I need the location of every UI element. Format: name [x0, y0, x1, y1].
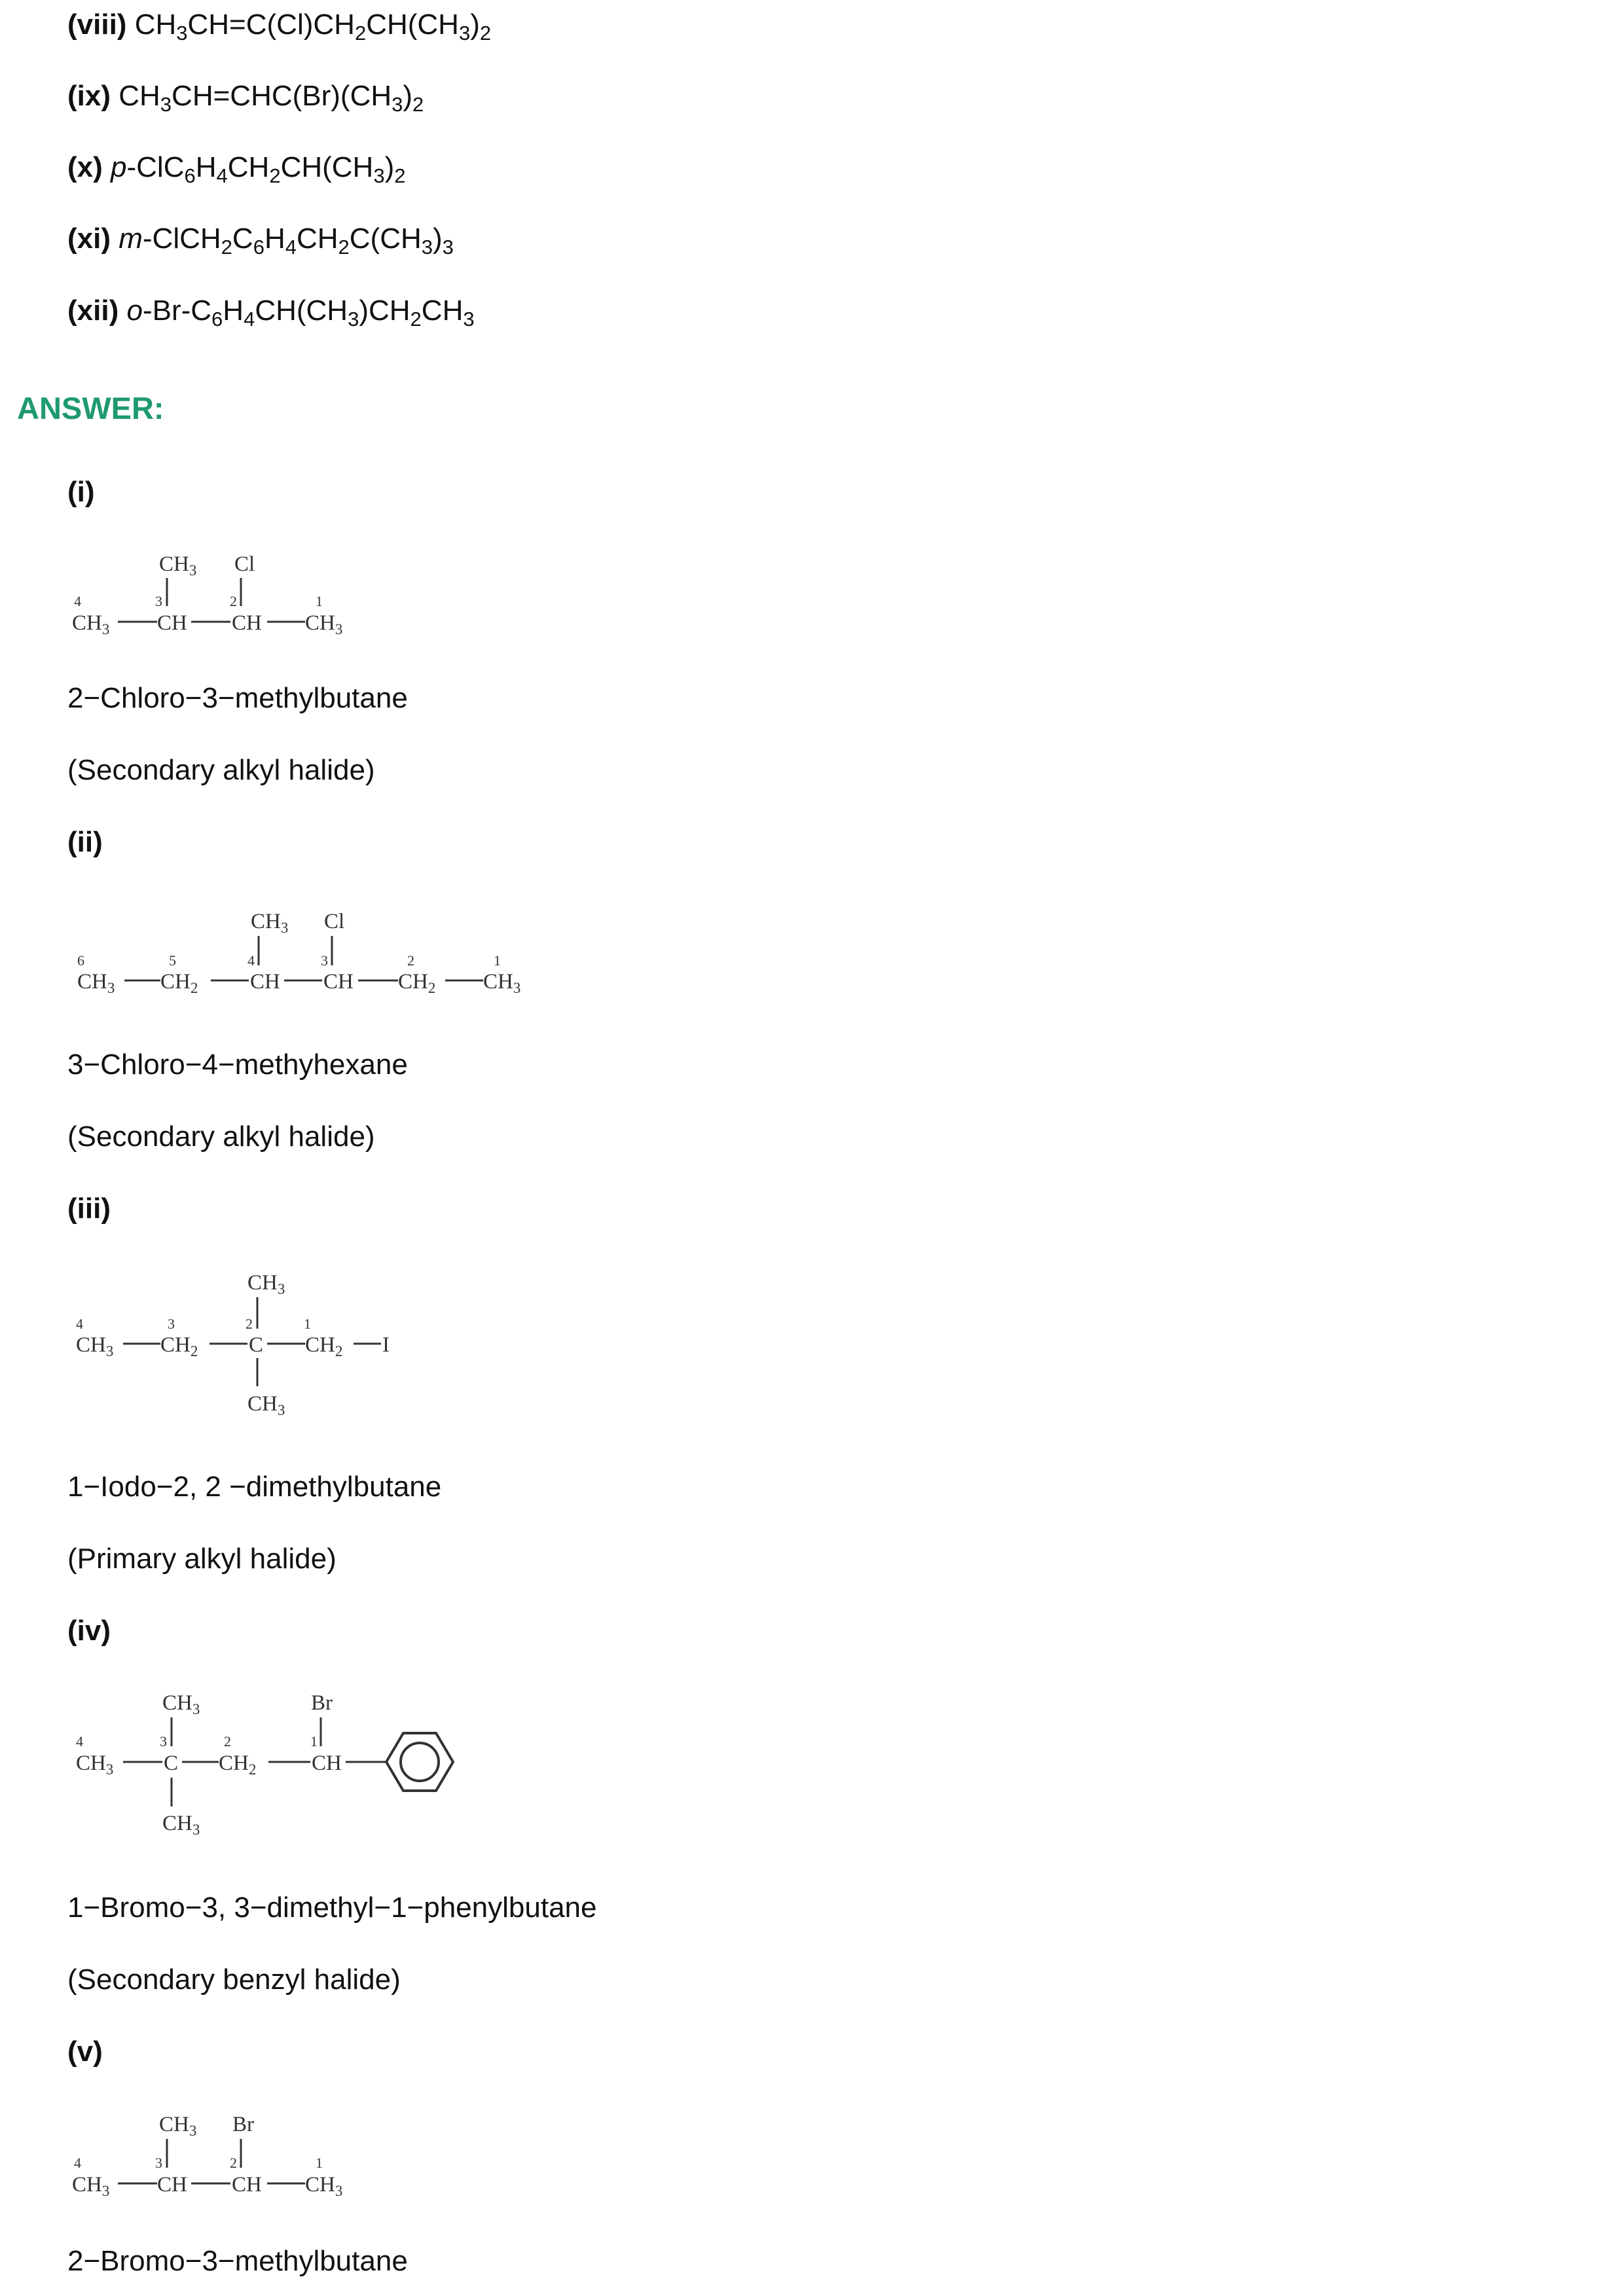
chain-iodine: I	[382, 1333, 390, 1357]
chain-ch: CH	[157, 2173, 187, 2197]
formula-prefix: m	[119, 223, 143, 255]
locant: 4	[76, 1316, 83, 1332]
answer-iv-name: 1−Bromo−3, 3−dimethyl−1−phenylbutane	[67, 1892, 597, 1924]
chain-ch: CH	[323, 970, 354, 994]
answer-ii-name: 3−Chloro−4−methyhexane	[67, 1049, 408, 1081]
question-number: (x)	[67, 151, 103, 183]
locant: 2	[230, 2155, 237, 2171]
locant: 3	[160, 1733, 167, 1749]
locant: 4	[247, 952, 255, 969]
formula-prefix: p	[111, 151, 127, 183]
branch-ch3: $CH_3$	[247, 1271, 285, 1297]
formula: $-ClC_6H_4CH_2CH(CH_3)_2$	[126, 151, 406, 187]
chain-ch3: $CH_3$	[483, 970, 521, 996]
answer-iii-label: (iii)	[67, 1193, 111, 1225]
branch-cl: Cl	[324, 910, 345, 933]
locant: 1	[304, 1316, 311, 1332]
answer-v-label: (v)	[67, 2036, 103, 2068]
locant: 2	[407, 952, 414, 969]
branch-ch3: $CH_3$	[162, 1812, 200, 1838]
answer-v-name: 2−Bromo−3−methylbutane	[67, 2245, 408, 2277]
structure-ii	[77, 910, 520, 996]
locant: 4	[74, 2155, 81, 2171]
branch-ch3: $CH_3$	[247, 1392, 285, 1418]
question-number: (xii)	[67, 295, 119, 327]
chain-ch: CH	[157, 611, 187, 635]
answer-i-label: (i)	[67, 476, 95, 508]
chain-ch: CH	[250, 970, 280, 994]
chain-ch: CH	[232, 611, 262, 635]
formula: $-ClCH_2C_6H_4CH_2C(CH_3)_3$	[142, 223, 454, 259]
chain-ch3: $CH_3$	[76, 1333, 114, 1359]
branch-cl: Cl	[234, 552, 255, 576]
chain-ch2: $CH_2$	[219, 1751, 257, 1778]
answer-iv-label: (iv)	[67, 1615, 111, 1647]
structure-i	[72, 552, 342, 637]
structure-v	[72, 2113, 342, 2199]
chain-ch: CH	[232, 2173, 262, 2197]
locant: 2	[246, 1316, 253, 1332]
branch-ch3: $CH_3$	[159, 2113, 197, 2139]
locant: 1	[310, 1733, 318, 1749]
locant: 2	[230, 593, 237, 609]
benzene-ring-icon	[386, 1733, 453, 1791]
locant: 2	[224, 1733, 231, 1749]
formula: $CH_3CH=C(Cl)CH_2CH(CH_3)_2$	[134, 9, 492, 45]
chain-ch: CH	[312, 1751, 342, 1775]
question-number: (viii)	[67, 9, 127, 41]
chain-ch2: $CH_2$	[160, 1333, 198, 1359]
locant: 1	[316, 2155, 323, 2171]
structure-iii	[76, 1271, 390, 1418]
locant: 3	[155, 2155, 162, 2171]
answer-i-type: (Secondary alkyl halide)	[67, 754, 375, 786]
chain-ch3: $CH_3$	[72, 611, 110, 637]
answer-ii-type: (Secondary alkyl halide)	[67, 1121, 375, 1153]
chain-ch2: $CH_2$	[398, 970, 436, 996]
chain-ch3: $CH_3$	[77, 970, 115, 996]
locant: 3	[155, 593, 162, 609]
branch-ch3: $CH_3$	[251, 910, 289, 936]
chain-ch3: $CH_3$	[72, 2173, 110, 2199]
answer-iv-type: (Secondary benzyl halide)	[67, 1964, 401, 1996]
structure-iv	[76, 1691, 453, 1838]
formula: $-Br-C_6H_4CH(CH_3)CH_2CH_3$	[142, 295, 475, 331]
answer-iii-type: (Primary alkyl halide)	[67, 1543, 337, 1575]
answer-ii-label: (ii)	[67, 826, 103, 858]
chain-ch3: $CH_3$	[76, 1751, 114, 1778]
branch-ch3: $CH_3$	[159, 552, 197, 579]
question-number: (xi)	[67, 223, 111, 255]
chain-ch3: $CH_3$	[305, 2173, 343, 2199]
branch-br: Br	[311, 1691, 333, 1715]
locant: 1	[316, 593, 323, 609]
chain-c: C	[164, 1751, 179, 1775]
answer-iii-name: 1−Iodo−2, 2 −dimethylbutane	[67, 1471, 442, 1503]
locant: 1	[494, 952, 501, 969]
locant: 5	[169, 952, 176, 969]
locant: 4	[74, 593, 81, 609]
answer-i-name: 2−Chloro−3−methylbutane	[67, 682, 408, 714]
chain-ch2: $CH_2$	[160, 970, 198, 996]
locant: 3	[168, 1316, 175, 1332]
chain-ch2: $CH_2$	[305, 1333, 343, 1359]
question-number: (ix)	[67, 80, 111, 112]
answer-heading: ANSWER:	[17, 391, 164, 425]
locant: 4	[76, 1733, 83, 1749]
branch-ch3: $CH_3$	[162, 1691, 200, 1717]
branch-br: Br	[232, 2113, 254, 2136]
chain-c: C	[249, 1333, 264, 1357]
chain-ch3: $CH_3$	[305, 611, 343, 637]
formula-prefix: o	[126, 295, 143, 327]
locant: 6	[77, 952, 84, 969]
formula: $CH_3CH=CHC(Br)(CH_3)_2$	[119, 80, 424, 116]
locant: 3	[321, 952, 328, 969]
